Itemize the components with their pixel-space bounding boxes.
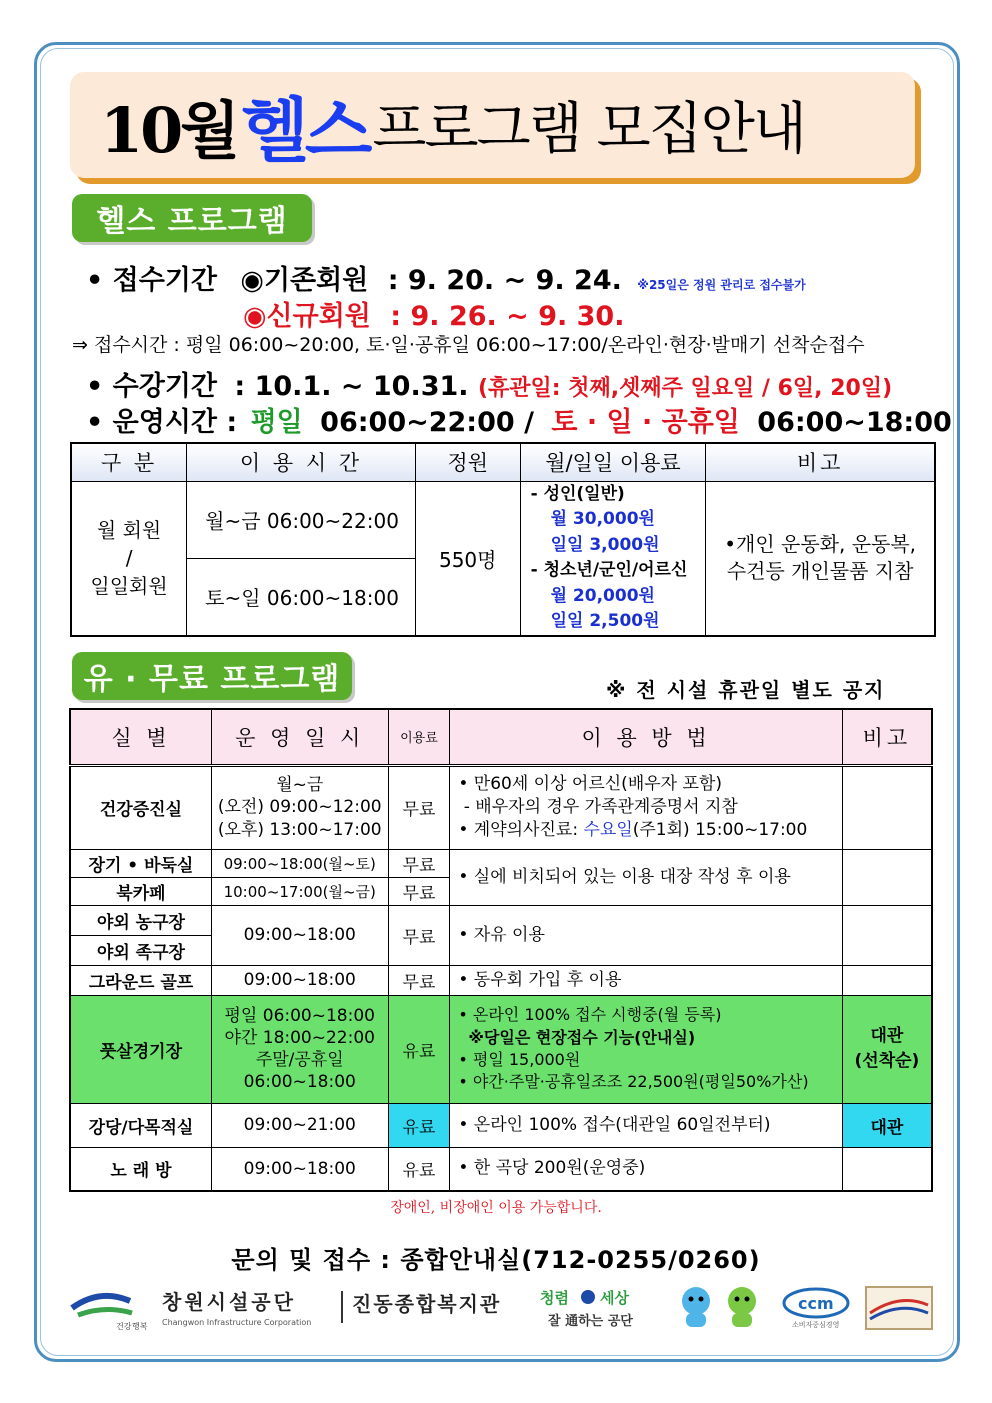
room-schedule: 09:00~18:00(월~토): [211, 849, 388, 877]
fee-list: - 성인(일반) 월 30,000원 일일 3,000원 - 청소년/군인/어르신 월 20,000원 일일 2,500원: [520, 481, 706, 636]
room-fee: 무료: [388, 905, 450, 965]
ops-weekday-time: 06:00~22:00 /: [320, 407, 534, 438]
room-name: 야외 농구장: [70, 905, 211, 935]
header-time: 이 용 시 간: [187, 443, 416, 481]
header-note: 비고: [706, 443, 935, 481]
ops-weekend-time: 06:00~18:00: [757, 407, 952, 438]
room-method: • 온라인 100% 접수(대관일 60일전부터): [450, 1103, 842, 1147]
room-name: 강당/다목적실: [70, 1103, 211, 1147]
logo-strip: [70, 1283, 936, 1333]
room-name: 건강증진실: [70, 765, 211, 849]
title-banner: [70, 72, 915, 178]
title-rest: 프로그램 모집안내: [372, 97, 805, 162]
slogan-mid: 세상: [600, 1289, 629, 1307]
header-capacity: 정원: [415, 443, 520, 481]
table-row: [70, 849, 932, 877]
ccm-sub: 소비자중심경영: [792, 1321, 840, 1329]
room-fee: 무료: [388, 849, 450, 877]
room-note: 대관: [842, 1103, 932, 1147]
swoosh-logo-text: 건강: [116, 1322, 132, 1331]
room-method: • 동우회 가입 후 이용: [450, 965, 842, 995]
health-program-table: [70, 442, 936, 637]
room-fee: 무료: [388, 877, 450, 905]
table-row: [70, 995, 932, 1103]
section-paid-free-program: 유 · 무료 프로그램: [72, 652, 352, 700]
header-category: 구 분: [71, 443, 187, 481]
table-row: [71, 481, 935, 558]
table-row: [70, 1103, 932, 1147]
room-name: 야외 족구장: [70, 935, 211, 965]
note-items: •개인 운동화, 운동복, 수건등 개인물품 지참: [706, 481, 935, 636]
header-note: 비고: [842, 709, 932, 765]
room-schedule: 월~금 (오전) 09:00~12:00 (오후) 13:00~17:00: [211, 765, 388, 849]
table-row: [70, 765, 932, 849]
closure-notice: ※ 전 시설 휴관일 별도 공지: [606, 678, 886, 702]
existing-note: ※25일은 정원 관리로 접수불가: [637, 278, 806, 292]
room-schedule: 09:00~18:00: [211, 1147, 388, 1191]
slogan-bottom: 잘 通하는 공단: [548, 1314, 633, 1329]
ops-line: [86, 400, 952, 439]
slogan-circle-icon: [581, 1290, 595, 1304]
header-room: 실 별: [70, 709, 211, 765]
table-header-row: [71, 443, 935, 481]
ccm-text: ccm: [798, 1294, 834, 1313]
table-row: [70, 965, 932, 995]
room-name: 풋살경기장: [70, 995, 211, 1103]
time-weekday: 월~금 06:00~22:00: [187, 481, 416, 558]
header-schedule: 운 영 일 시: [211, 709, 388, 765]
room-schedule: 09:00~18:00: [211, 965, 388, 995]
course-label: • 수강기간: [86, 371, 217, 402]
room-fee: 유료: [388, 1147, 450, 1191]
room-fee: 유료: [388, 995, 450, 1103]
existing-dates: : 9. 20. ~ 9. 24.: [387, 265, 622, 296]
section-health-program: 헬스 프로그램: [72, 194, 312, 242]
room-schedule: 09:00~18:00: [211, 905, 388, 965]
member-category: 월 회원 / 일일회원: [71, 481, 187, 636]
ops-weekend: 토 · 일 · 공휴일: [551, 407, 740, 438]
mascot-blue-icon: [682, 1287, 710, 1327]
room-name: 노 래 방: [70, 1147, 211, 1191]
accessibility-note: 장애인, 비장애인 이용 가능합니다.: [390, 1200, 602, 1216]
new-member-line: [243, 294, 624, 333]
certificate-icon: [866, 1287, 932, 1329]
table-row: [70, 905, 932, 935]
header-method: 이 용 방 법: [450, 709, 842, 765]
room-method: • 자유 이용: [450, 905, 842, 965]
room-fee: 유료: [388, 1103, 450, 1147]
room-fee: 무료: [388, 765, 450, 849]
new-label: ◉신규회원: [243, 301, 371, 332]
header-fee: 월/일일 이용료: [520, 443, 706, 481]
room-schedule: 평일 06:00~18:00 야간 18:00~22:00 주말/공휴일 06:00~18:00: [211, 995, 388, 1103]
room-method: • 실에 비치되어 있는 이용 대장 작성 후 이용: [450, 849, 842, 905]
table-row: [70, 1147, 932, 1191]
room-method: • 온라인 100% 접수 시행중(월 등록) ※당일은 현장접수 기능(안내실) • 평일 15,000원 • 야간·주말·공휴일조조 22,500원(평일50%가산): [450, 995, 842, 1103]
capacity: 550명: [415, 481, 520, 636]
room-name: 북카페: [70, 877, 211, 905]
course-dates: : 10.1. ~ 10.31.: [234, 371, 469, 402]
slogan-top: 청렴: [540, 1289, 569, 1307]
ccm-logo-icon: [784, 1289, 848, 1329]
header-fee: 이용료: [388, 709, 450, 765]
mascot-green-icon: [728, 1287, 756, 1327]
ops-label: • 운영시간 :: [86, 407, 238, 438]
ops-weekday: 평일: [250, 407, 303, 438]
reception-label: • 접수기간: [86, 265, 217, 296]
room-name: 장기 • 바둑실: [70, 849, 211, 877]
room-fee: 무료: [388, 965, 450, 995]
table-header-row: [70, 709, 932, 765]
swoosh-logo-text: 행복: [132, 1322, 148, 1331]
room-schedule: 10:00~17:00(월~금): [211, 877, 388, 905]
room-name: 그라운드 골프: [70, 965, 211, 995]
new-dates: : 9. 26. ~ 9. 30.: [390, 301, 625, 332]
reception-time: ⇒ 접수시간 : 평일 06:00~20:00, 토·일·공휴일 06:00~17:00/온라인·현장·발매기 선착순접수: [72, 334, 865, 356]
swoosh-logo-icon: [72, 1296, 148, 1331]
room-method: • 만60세 이상 어르신(배우자 포함) - 배우자의 경우 가족관계증명서 지참 • 계약의사진료: 수요일(주1회) 15:00~17:00: [450, 765, 842, 849]
facility-table: [69, 708, 933, 1192]
org-name: 창원시설공단: [162, 1290, 296, 1314]
course-line: [86, 364, 892, 403]
org-en: Changwon Infrastructure Corporation: [162, 1318, 312, 1327]
contact-info: 문의 및 접수 : 종합안내실(712-0255/0260): [231, 1246, 761, 1274]
center-name: 진동종합복지관: [352, 1292, 502, 1316]
existing-label: ◉기존회원: [240, 265, 369, 296]
room-note: 대관 (선착순): [842, 995, 932, 1103]
course-holiday: (휴관일: 첫째,셋째주 일요일 / 6일, 20일): [477, 376, 893, 401]
room-schedule: 09:00~21:00: [211, 1103, 388, 1147]
title-health: 헬스: [241, 89, 369, 172]
logo-bar: [70, 1283, 936, 1333]
reception-line: [86, 258, 806, 297]
title-month: 10월: [100, 93, 238, 167]
room-method: • 한 곡당 200원(운영중): [450, 1147, 842, 1191]
time-weekend: 토~일 06:00~18:00: [187, 558, 416, 635]
